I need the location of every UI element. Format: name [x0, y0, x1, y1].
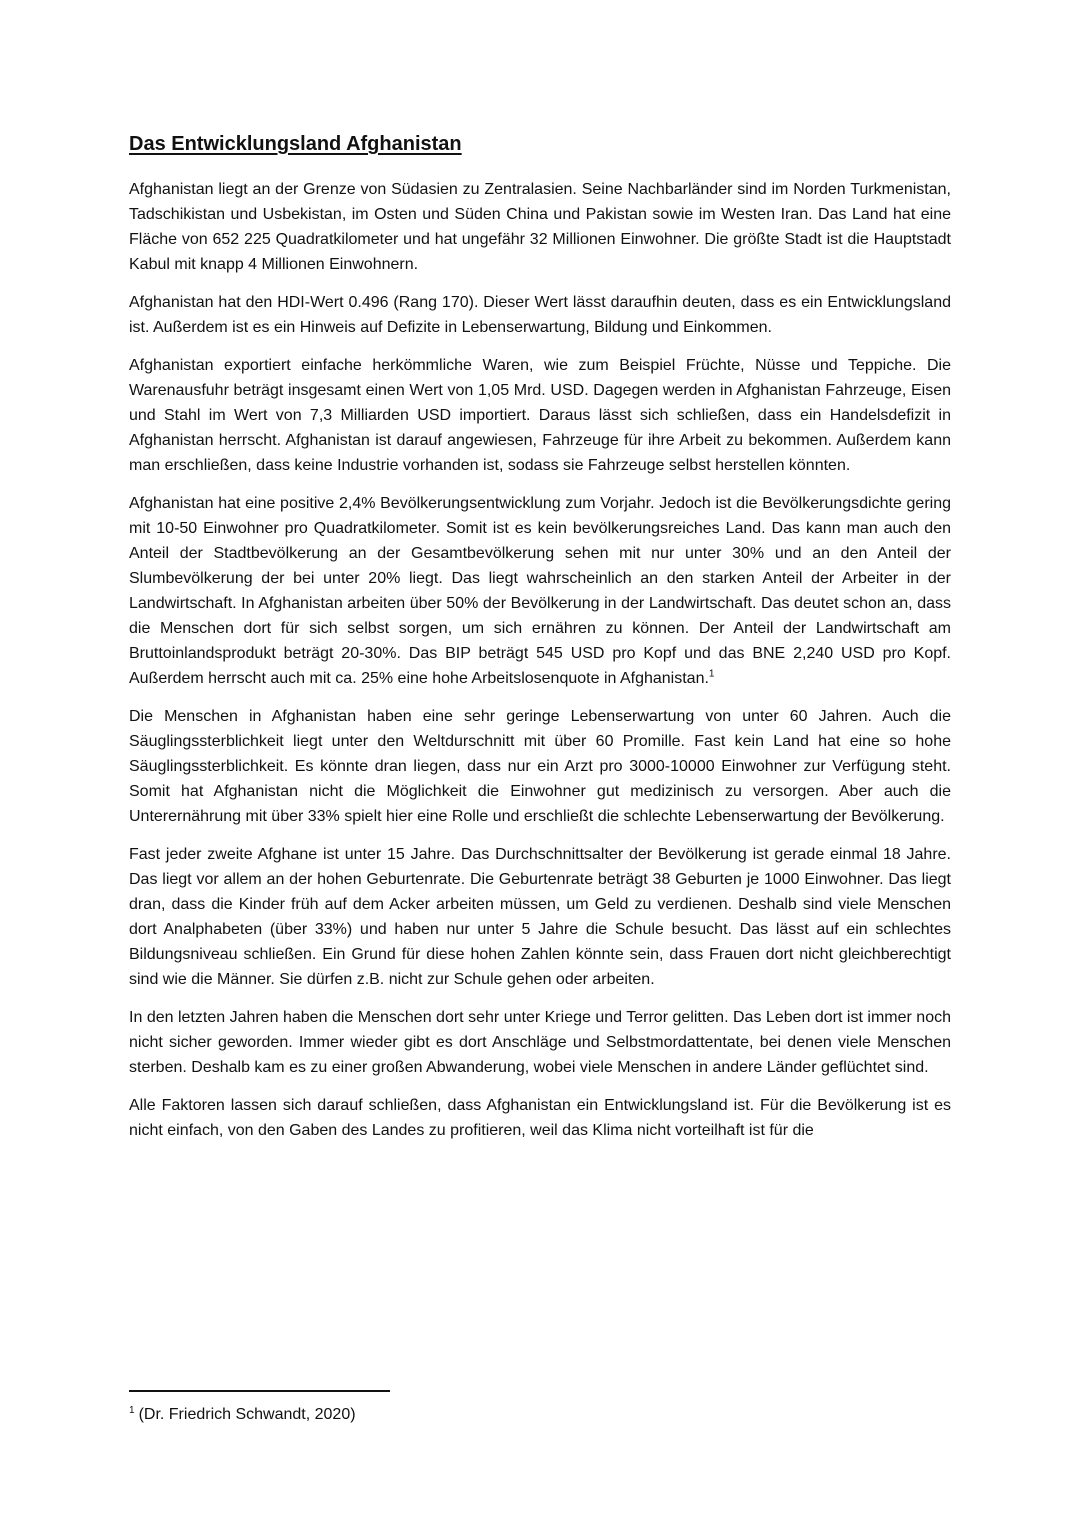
paragraph-conclusion: Alle Faktoren lassen sich darauf schließen, dass Afghanistan ein Entwicklungsland ist. Für die Bevölkerung ist es nicht einfach, von den Gaben des Landes zu profitieren, weil das Klima nicht vorteilhaft ist für die: [129, 1097, 951, 1139]
footnote-marker: 1: [129, 1404, 135, 1416]
paragraph-education: Fast jeder zweite Afghane ist unter 15 Jahre. Das Durchschnittsalter der Bevölkerung ist gerade einmal 18 Jahre. Das liegt vor allem an der hohen Geburtenrate. Die Geburtenrate beträgt 38 Geburten je 1000 Einwohner. Das liegt dran, dass die Kinder früh auf dem Acker arbeiten müssen, um Geld zu verdienen. Deshalb sind viele Menschen dort Analphabeten (über 33%) und haben nur unter 5 Jahre die Schule besucht. Das lässt auf ein schlechtes Bildungsniveau schließen. Ein Grund für diese hohen Zahlen könnte sein, dass Frauen dort nicht gleichberechtigt sind wie die Männer. Sie dürfen z.B. nicht zur Schule gehen oder arbeiten.: [129, 846, 951, 988]
footnote-reference: 1: [708, 668, 715, 680]
footnote: [129, 1404, 356, 1426]
paragraph-population-text: Afghanistan hat eine positive 2,4% Bevölkerungsentwicklung zum Vorjahr. Jedoch ist die Bevölkerungsdichte gering mit 10-50 Einwohner pro Quadratkilometer. Somit ist es kein bevölkerungsreiches Land. Das kann man auch den Anteil der Stadtbevölkerung an der Gesamtbevölkerung sehen mit nur unter 30% und an den Anteil der Slumbevölkerung der bei unter 20% liegt. Das liegt wahrscheinlich an den starken Anteil der Arbeiter in der Landwirtschaft. In Afghanistan arbeiten über 50% der Bevölkerung in der Landwirtschaft. Das deutet schon an, dass die Menschen dort für sich selbst sorgen, um sich ernähren zu können. Der Anteil der Landwirtschaft am Bruttoinlandsprodukt beträgt 20-30%. Das BIP beträgt 545 USD pro Kopf und das BNE 2,240 USD pro Kopf. Außerdem herrscht auch mit ca. 25% eine hohe Arbeitslosenquote in Afghanistan.: [129, 495, 951, 687]
paragraph-hdi: Afghanistan hat den HDI-Wert 0.496 (Rang 170). Dieser Wert lässt daraufhin deuten, dass es ein Entwicklungsland ist. Außerdem ist es ein Hinweis auf Defizite in Lebenserwartung, Bildung und Einkommen.: [129, 294, 951, 336]
paragraph-geography: Afghanistan liegt an der Grenze von Südasien zu Zentralasien. Seine Nachbarländer sind im Norden Turkmenistan, Tadschikistan und Usbekistan, im Osten und Süden China und Pakistan sowie im Westen Iran. Das Land hat eine Fläche von 652 225 Quadratkilometer und hat ungefähr 32 Millionen Einwohner. Die größte Stadt ist die Hauptstadt Kabul mit knapp 4 Millionen Einwohnern.: [129, 181, 951, 273]
paragraph-health: Die Menschen in Afghanistan haben eine sehr geringe Lebenserwartung von unter 60 Jahren. Auch die Säuglingssterblichkeit liegt unter den Weltdurschnitt mit über 60 Promille. Fast kein Land hat eine so hohe Säuglingssterblichkeit. Es könnte dran liegen, dass nur ein Arzt pro 3000-10000 Einwohner zur Verfügung steht. Somit hat Afghanistan nicht die Möglichkeit die Einwohner gut medizinisch zu versorgen. Aber auch die Unterernährung mit über 33% spielt hier eine Rolle und erschließt die schlechte Lebenserwartung der Bevölkerung.: [129, 708, 951, 825]
paragraph-conflict: In den letzten Jahren haben die Menschen dort sehr unter Kriege und Terror gelitten. Das Leben dort ist immer noch nicht sicher geworden. Immer wieder gibt es dort Anschläge und Selbstmordattentate, bei denen viele Menschen sterben. Deshalb kam es zu einer großen Abwanderung, wobei viele Menschen in andere Länder geflüchtet sind.: [129, 1009, 951, 1076]
paragraph-population: [129, 491, 951, 691]
document-body: [129, 131, 951, 1143]
paragraph-trade: Afghanistan exportiert einfache herkömmliche Waren, wie zum Beispiel Früchte, Nüsse und Teppiche. Die Warenausfuhr beträgt insgesamt einen Wert von 1,05 Mrd. USD. Dagegen werden in Afghanistan Fahrzeuge, Eisen und Stahl im Wert von 7,3 Milliarden USD importiert. Daraus lässt sich schließen, dass ein Handelsdefizit in Afghanistan herrscht. Afghanistan ist darauf angewiesen, Fahrzeuge für ihre Arbeit zu bekommen. Außerdem kann man erschließen, dass keine Industrie vorhanden ist, sodass sie Fahrzeuge selbst herstellen könnten.: [129, 357, 951, 474]
page-title: Das Entwicklungsland Afghanistan: [129, 133, 462, 155]
footnote-text: (Dr. Friedrich Schwandt, 2020): [138, 1406, 356, 1423]
footnote-separator: [129, 1390, 390, 1392]
